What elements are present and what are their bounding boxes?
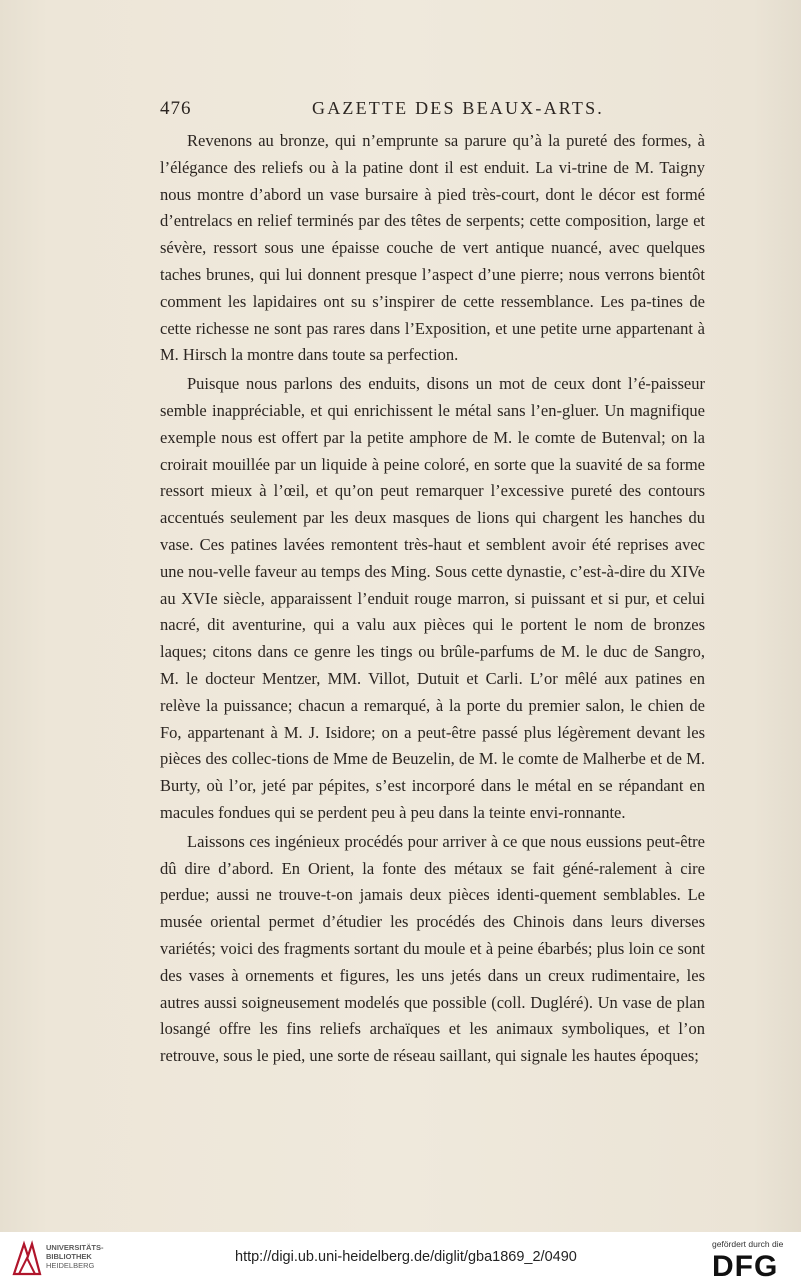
- paragraph-2: Puisque nous parlons des enduits, disons un mot de ceux dont l’é-paisseur semble inappréciable, et qui enrichissent le métal sans l’en-gluer. Un magnifique exemple nous est offert par la petite amphore de M. le comte de Butenval; on la croirait mouillée par un liquide à peine coloré, en sorte que la suavité de sa forme ressort mieux à l’œil, et qu’on peut remarquer l’excessive pureté des contours accentués seulement par les deux masques de lions qui chargent les hanches du vase. Ces patines lavées remontent très-haut et semblent avoir été reprises avec une nou-velle faveur au temps des Ming. Sous cette dynastie, c’est-à-dire du XIVe au XVIe siècle, apparaissent l’enduit rouge marron, si puissant et si pur, et celui nacré, dit aventurine, qui a valu aux pièces qui le portent le nom de bronzes laques; citons dans ce genre les tings ou brûle-parfums de M. le duc de Sangro, M. le docteur Mentzer, MM. Villot, Dutuit et Carli. L’or mêlé aux patines en relève la puissance; chacun a remarqué, à la porte du premier salon, le chien de Fo, appartenant à M. J. Isidore; on a peut-être passé plus légèrement devant les pièces des collec-tions de Mme de Beuzelin, de M. le comte de Malherbe et de M. Burty, où l’or, jeté par pépites, s’est incorporé dans le métal en se répandant en macules fondues qui se perdent peu à peu dans la teinte envi-ronnante.: [160, 374, 705, 822]
- permalink-url[interactable]: http://digi.ub.uni-heidelberg.de/diglit/gba1869_2/0490: [235, 1249, 577, 1265]
- library-name[interactable]: [46, 1243, 104, 1270]
- library-name-line2: BIBLIOTHEK: [46, 1252, 92, 1261]
- heidelberg-library-logo-icon[interactable]: [10, 1240, 44, 1278]
- paragraph-3: Laissons ces ingénieux procédés pour arriver à ce que nous eussions peut-être dû dire d’abord. En Orient, la fonte des métaux se fait géné-ralement à cire perdue; aussi ne trouve-t-on jamais deux pièces identi-quement semblables. Le musée oriental permet d’étudier les procédés des Chinois dans leurs diverses variétés; voici des fragments sortant du moule et à peine ébarbés; plus loin ce sont des vases à ornements et figures, les uns jetés dans un creux rudimentaire, les autres aussi soigneusement modelés que possible (coll. Dugléré). Un vase de plan losangé offre les fins reliefs archaïques et les animaux symboliques, et l’on retrouve, sous le pied, une sorte de réseau saillant, qui signale les hautes époques;: [160, 831, 705, 1066]
- article-text: [160, 128, 705, 1070]
- dfg-logo[interactable]: DFG: [712, 1250, 779, 1283]
- page-number: 476: [160, 98, 192, 119]
- journal-title: GAZETTE DES BEAUX-ARTS.: [312, 98, 605, 118]
- library-name-line3: HEIDELBERG: [46, 1261, 95, 1270]
- viewer-footer: [0, 1232, 801, 1286]
- funder-label: gefördert durch die: [712, 1239, 784, 1249]
- library-name-line1: UNIVERSITÄTS-: [46, 1243, 104, 1252]
- running-head: [160, 98, 705, 122]
- paragraph-1: Revenons au bronze, qui n’emprunte sa parure qu’à la pureté des formes, à l’élégance des reliefs ou à la patine dont il est enduit. La vi-trine de M. Taigny nous montre d’abord un vase bursaire à pied très-court, dont le décor est formé d’entrelacs en relief terminés par des têtes de serpents; cette composition, large et sévère, ressort sous une épaisse couche de vert antique nuancé, avec quelques taches brunes, qui lui donnent presque l’aspect d’une pierre; nous verrons bientôt comment les lapidaires ont su s’inspirer de cette ressemblance. Les pa-tines de cette richesse ne sont pas rares dans l’Exposition, et une petite urne appartenant à M. Hirsch la montre dans toute sa perfection.: [160, 131, 705, 365]
